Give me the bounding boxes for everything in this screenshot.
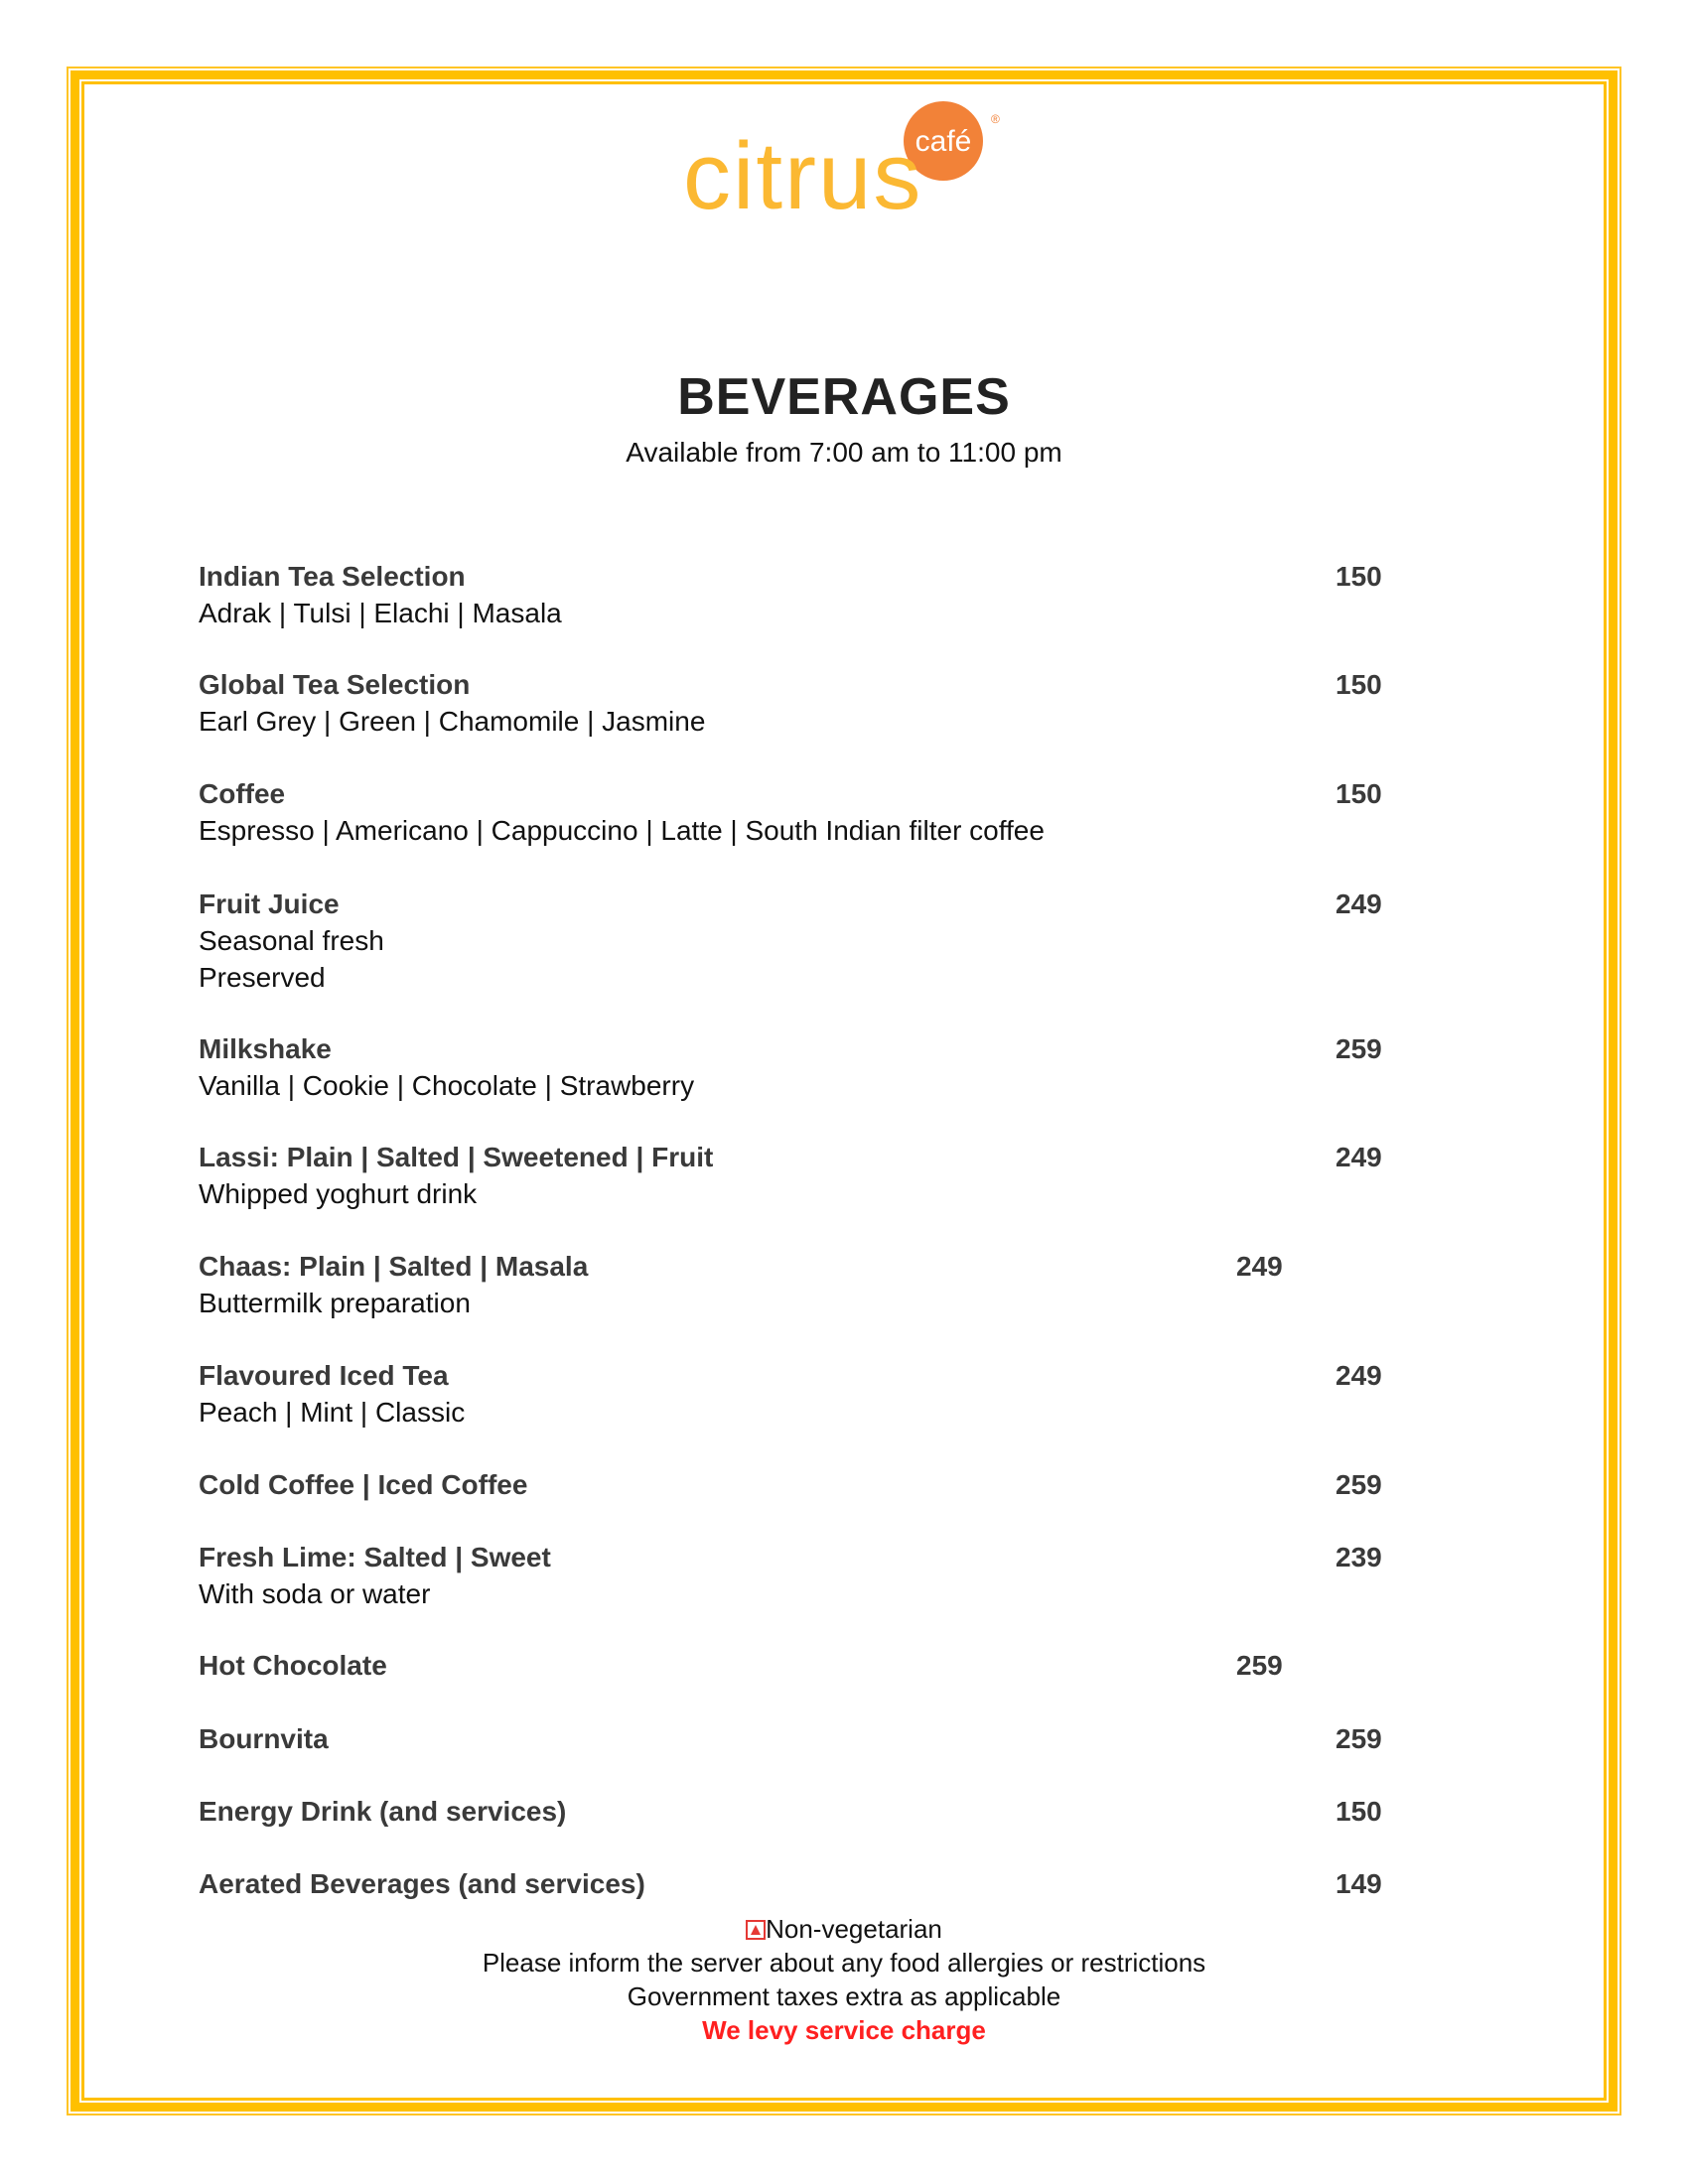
page-title: BEVERAGES <box>677 368 1011 426</box>
item-description: Buttermilk preparation <box>199 1288 471 1318</box>
legend <box>0 1914 1688 1945</box>
menu-item <box>199 1720 1390 1757</box>
item-description: Seasonal fresh <box>199 925 384 956</box>
allergy-note: Please inform the server about any food allergies or restrictions <box>482 1948 1206 1978</box>
item-description: Adrak | Tulsi | Elachi | Masala <box>199 598 562 628</box>
item-price: 150 <box>1336 778 1382 809</box>
item-description: Earl Grey | Green | Chamomile | Jasmine <box>199 706 706 737</box>
item-name: Lassi: Plain | Salted | Sweetened | Fruit <box>199 1142 714 1172</box>
item-price: 249 <box>1236 1251 1283 1282</box>
tax-note: Government taxes extra as applicable <box>627 1981 1061 2011</box>
menu-item <box>199 1539 1390 1612</box>
item-name: Energy Drink (and services) <box>199 1796 567 1827</box>
menu-item <box>199 1793 1390 1830</box>
availability-text: Available from 7:00 am to 11:00 pm <box>626 437 1062 468</box>
item-description: Espresso | Americano | Cappuccino | Latte | South Indian filter coffee <box>199 815 1045 846</box>
menu-item <box>199 1030 1390 1104</box>
item-name: Chaas: Plain | Salted | Masala <box>199 1251 589 1282</box>
item-name: Indian Tea Selection <box>199 561 466 592</box>
item-price: 150 <box>1336 561 1382 592</box>
svg-text:citrus: citrus <box>683 123 923 220</box>
item-name: Cold Coffee | Iced Coffee <box>199 1469 528 1500</box>
item-price: 249 <box>1336 888 1382 919</box>
item-name: Bournvita <box>199 1723 329 1754</box>
item-price: 239 <box>1336 1542 1382 1572</box>
legend-text: Non-vegetarian <box>766 1914 942 1944</box>
service-charge-note: We levy service charge <box>702 2015 986 2045</box>
item-price: 149 <box>1336 1868 1382 1899</box>
menu-item <box>199 558 1390 631</box>
svg-text:café: café <box>914 125 972 158</box>
item-description: Whipped yoghurt drink <box>199 1178 478 1209</box>
menu-item <box>199 1466 1390 1503</box>
item-price: 259 <box>1336 1033 1382 1064</box>
item-name: Milkshake <box>199 1033 332 1064</box>
item-description: Peach | Mint | Classic <box>199 1397 466 1428</box>
svg-text:®: ® <box>991 112 1000 126</box>
item-name: Flavoured Iced Tea <box>199 1360 449 1391</box>
menu-item <box>199 1647 1390 1684</box>
item-description: Vanilla | Cookie | Chocolate | Strawberry <box>199 1070 695 1101</box>
menu-item <box>199 775 1390 849</box>
item-description: Preserved <box>199 962 326 993</box>
menu-item <box>199 1139 1390 1212</box>
item-name: Hot Chocolate <box>199 1650 387 1681</box>
menu-item <box>199 1357 1390 1431</box>
menu-item <box>199 886 1390 996</box>
citrus-cafe-logo <box>675 91 1013 220</box>
item-price: 259 <box>1236 1650 1283 1681</box>
item-price: 249 <box>1336 1360 1382 1391</box>
menu-item <box>199 1248 1390 1321</box>
item-price: 150 <box>1336 1796 1382 1827</box>
item-name: Coffee <box>199 778 286 809</box>
item-description: With soda or water <box>199 1578 431 1609</box>
menu-item <box>199 1865 1390 1902</box>
menu-item <box>199 666 1390 740</box>
item-price: 150 <box>1336 669 1382 700</box>
item-name: Global Tea Selection <box>199 669 471 700</box>
item-name: Fruit Juice <box>199 888 340 919</box>
item-price: 259 <box>1336 1469 1382 1500</box>
non-veg-icon <box>746 1920 766 1940</box>
item-name: Fresh Lime: Salted | Sweet <box>199 1542 551 1572</box>
item-name: Aerated Beverages (and services) <box>199 1868 645 1899</box>
item-price: 259 <box>1336 1723 1382 1754</box>
item-price: 249 <box>1336 1142 1382 1172</box>
